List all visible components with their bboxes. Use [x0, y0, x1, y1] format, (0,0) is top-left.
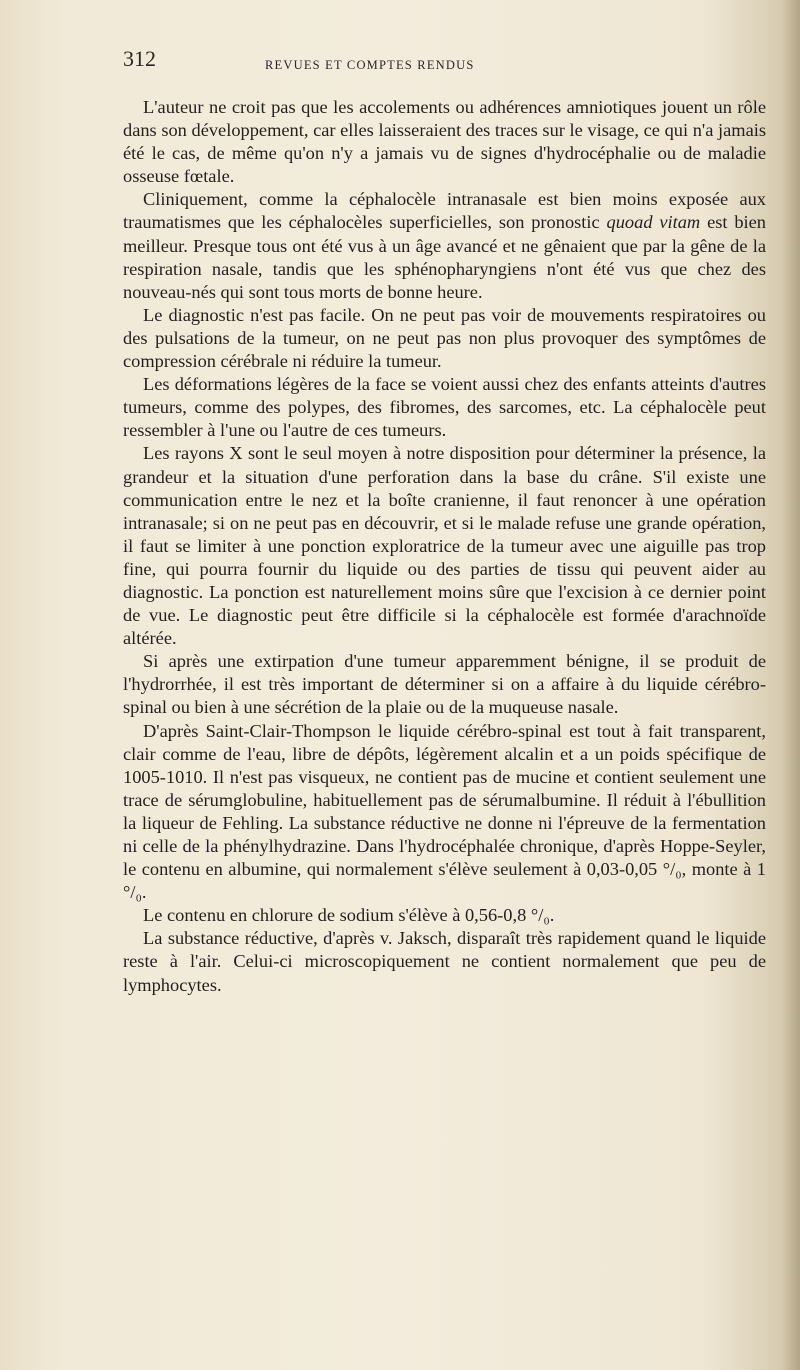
running-header: REVUES ET COMPTES RENDUS	[265, 58, 475, 72]
page-number: 312	[123, 46, 156, 71]
paragraph-6: Si après une extirpation d'une tumeur apparemment bénigne, il se produit de l'hydrorrhée, il est très important de déterminer si on a affaire à du liquide cérébro-spinal ou bien à une sécrétion de la plaie ou de la muqueuse nasale.	[123, 651, 766, 718]
paragraph-2-text-after: est bien meilleur. Presque tous ont été vus à un âge avancé et ne gênaient que par la gêne de la respiration nasale, tandis que les sphénopharyngiens n'ont été vus que chez des nouveau-nés qui sont tous morts de bonne heure.	[123, 212, 766, 302]
paragraph-5: Les rayons X sont le seul moyen à notre disposition pour déterminer la présence, la grandeur et la situation d'une perforation dans la base du crâne. S'il existe une communication entre le nez et la boîte cranienne, il faut renoncer à une opération intranasale; si on ne peut pas en découvrir, et si le malade refuse une grande opération, il faut se limiter à une ponction exploratrice de la tumeur avec une aiguille pas trop fine, qui pourra fournir du liquide ou des parties de tissu qui peuvent aider au diagnostic. La ponction est naturellement moins sûre que l'excision à ce dernier point de vue. Le diagnostic peut être difficile si la céphalocèle est formée d'arachnoïde altérée.	[123, 443, 766, 649]
paragraph-8: Le contenu en chlorure de sodium s'élève à 0,56-0,8 °/₀.	[143, 905, 555, 926]
paragraph-1: L'auteur ne croit pas que les accolements ou adhérences amniotiques jouent un rôle dans son développement, car elles laisseraient des traces sur le visage, ce qui n'a jamais été le cas, de même qu'on n'y a jamais vu de signes d'hydrocéphalie ou de maladie osseuse fœtale.	[123, 97, 766, 187]
paragraph-7: D'après Saint-Clair-Thompson le liquide cérébro-spinal est tout à fait transparent, clair comme de l'eau, libre de dépôts, légèrement alcalin et a un poids spécifique de 1005-1010. Il n'est pas visqueux, ne contient pas de mucine et contient seulement une trace de sérumglobuline, habituellement pas de sérumalbumine. Il réduit à l'ébullition la liqueur de Fehling. La substance réductive ne donne ni l'épreuve de la fermentation ni celle de la phénylhydrazine. Dans l'hydrocéphalée chronique, d'après Hoppe-Seyler, le contenu en albumine, qui normalement s'élève seulement à 0,03-0,05 °/₀, monte à 1 °/₀.	[123, 720, 766, 903]
page-edge-shadow	[782, 0, 800, 1370]
article-body	[123, 96, 766, 997]
paragraph-3: Le diagnostic n'est pas facile. On ne peut pas voir de mouvements respiratoires ou des pulsations de la tumeur, on ne peut pas non plus provoquer des symptômes de compression cérébrale ni réduire la tumeur.	[123, 304, 766, 372]
paragraph-9: La substance réductive, d'après v. Jaksch, disparaît très rapidement quand le liquide reste à l'air. Celui-ci microscopiquement ne contient normalement que peu de lymphocytes.	[123, 928, 766, 995]
paragraph-2-text-before: Cliniquement, comme la céphalocèle intranasale est bien moins exposée aux traumatismes que les céphalocèles superficielles, son pronostic	[123, 189, 766, 233]
paragraph-2-italic-phrase: quoad vitam	[606, 212, 701, 233]
paragraph-4: Les déformations légères de la face se voient aussi chez des enfants atteints d'autres tumeurs, comme des polypes, des fibromes, des sarcomes, etc. La céphalocèle peut ressembler à l'une ou l'autre de ces tumeurs.	[123, 374, 766, 441]
paragraph-2	[123, 188, 766, 303]
